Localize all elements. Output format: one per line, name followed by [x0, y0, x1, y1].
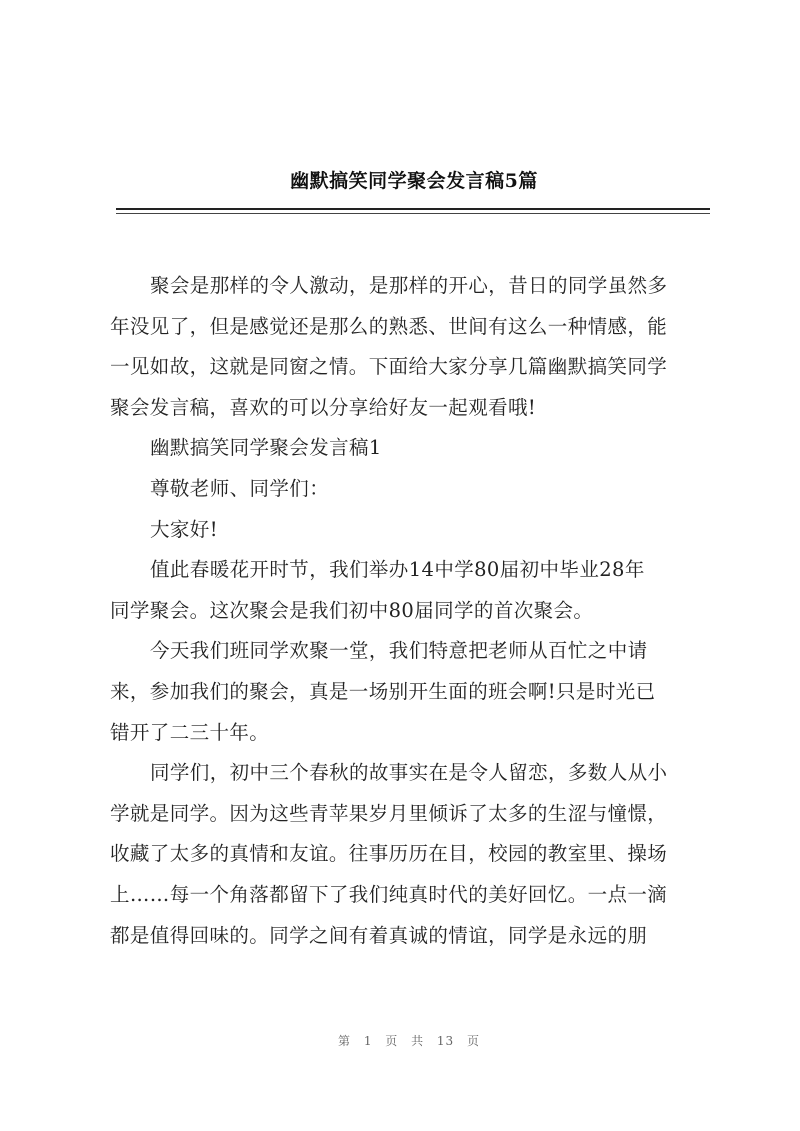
paragraph-line: 聚会发言稿，喜欢的可以分享给好友一起观看哦! [110, 395, 537, 419]
paragraph-line: 同学们，初中三个春秋的故事实在是令人留恋，多数人从小 [150, 761, 668, 785]
title-divider-thick [116, 208, 710, 210]
paragraph-line: 错开了二三十年。 [110, 720, 270, 744]
paragraph-line: 都是值得回味的。同学之间有着真诚的情谊，同学是永远的朋 [110, 923, 648, 947]
salutation: 尊敬老师、同学们： [150, 476, 330, 500]
paragraph-line: 值此春暖花开时节，我们举办14中学80届初中毕业28年 [150, 558, 645, 582]
title-divider-thin [116, 213, 710, 214]
greeting: 大家好! [150, 517, 218, 541]
paragraph-line: 收藏了太多的真情和友谊。往事历历在目，校园的教室里、操场 [110, 842, 668, 866]
paragraph-line: 上……每一个角落都留下了我们纯真时代的美好回忆。一点一滴 [110, 882, 668, 906]
paragraph-line: 同学聚会。这次聚会是我们初中80届同学的首次聚会。 [110, 598, 594, 622]
paragraph-line: 来，参加我们的聚会，真是一场别开生面的班会啊!只是时光已 [110, 679, 656, 703]
paragraph-line: 年没见了，但是感觉还是那么的熟悉、世间有这么一种情感，能 [110, 314, 668, 338]
section-heading: 幽默搞笑同学聚会发言稿1 [150, 436, 382, 460]
paragraph-line: 学就是同学。因为这些青苹果岁月里倾诉了太多的生涩与憧憬， [110, 801, 668, 825]
paragraph-line: 今天我们班同学欢聚一堂，我们特意把老师从百忙之中请 [150, 639, 648, 663]
document-title: 幽默搞笑同学聚会发言稿5篇 [290, 170, 538, 192]
page-number-footer: 第 1 页 共 13 页 [338, 1034, 480, 1048]
paragraph-line: 一见如故，这就是同窗之情。下面给大家分享几篇幽默搞笑同学 [110, 355, 668, 379]
paragraph-line: 聚会是那样的令人激动，是那样的开心，昔日的同学虽然多 [150, 274, 668, 297]
document-body [110, 266, 710, 956]
